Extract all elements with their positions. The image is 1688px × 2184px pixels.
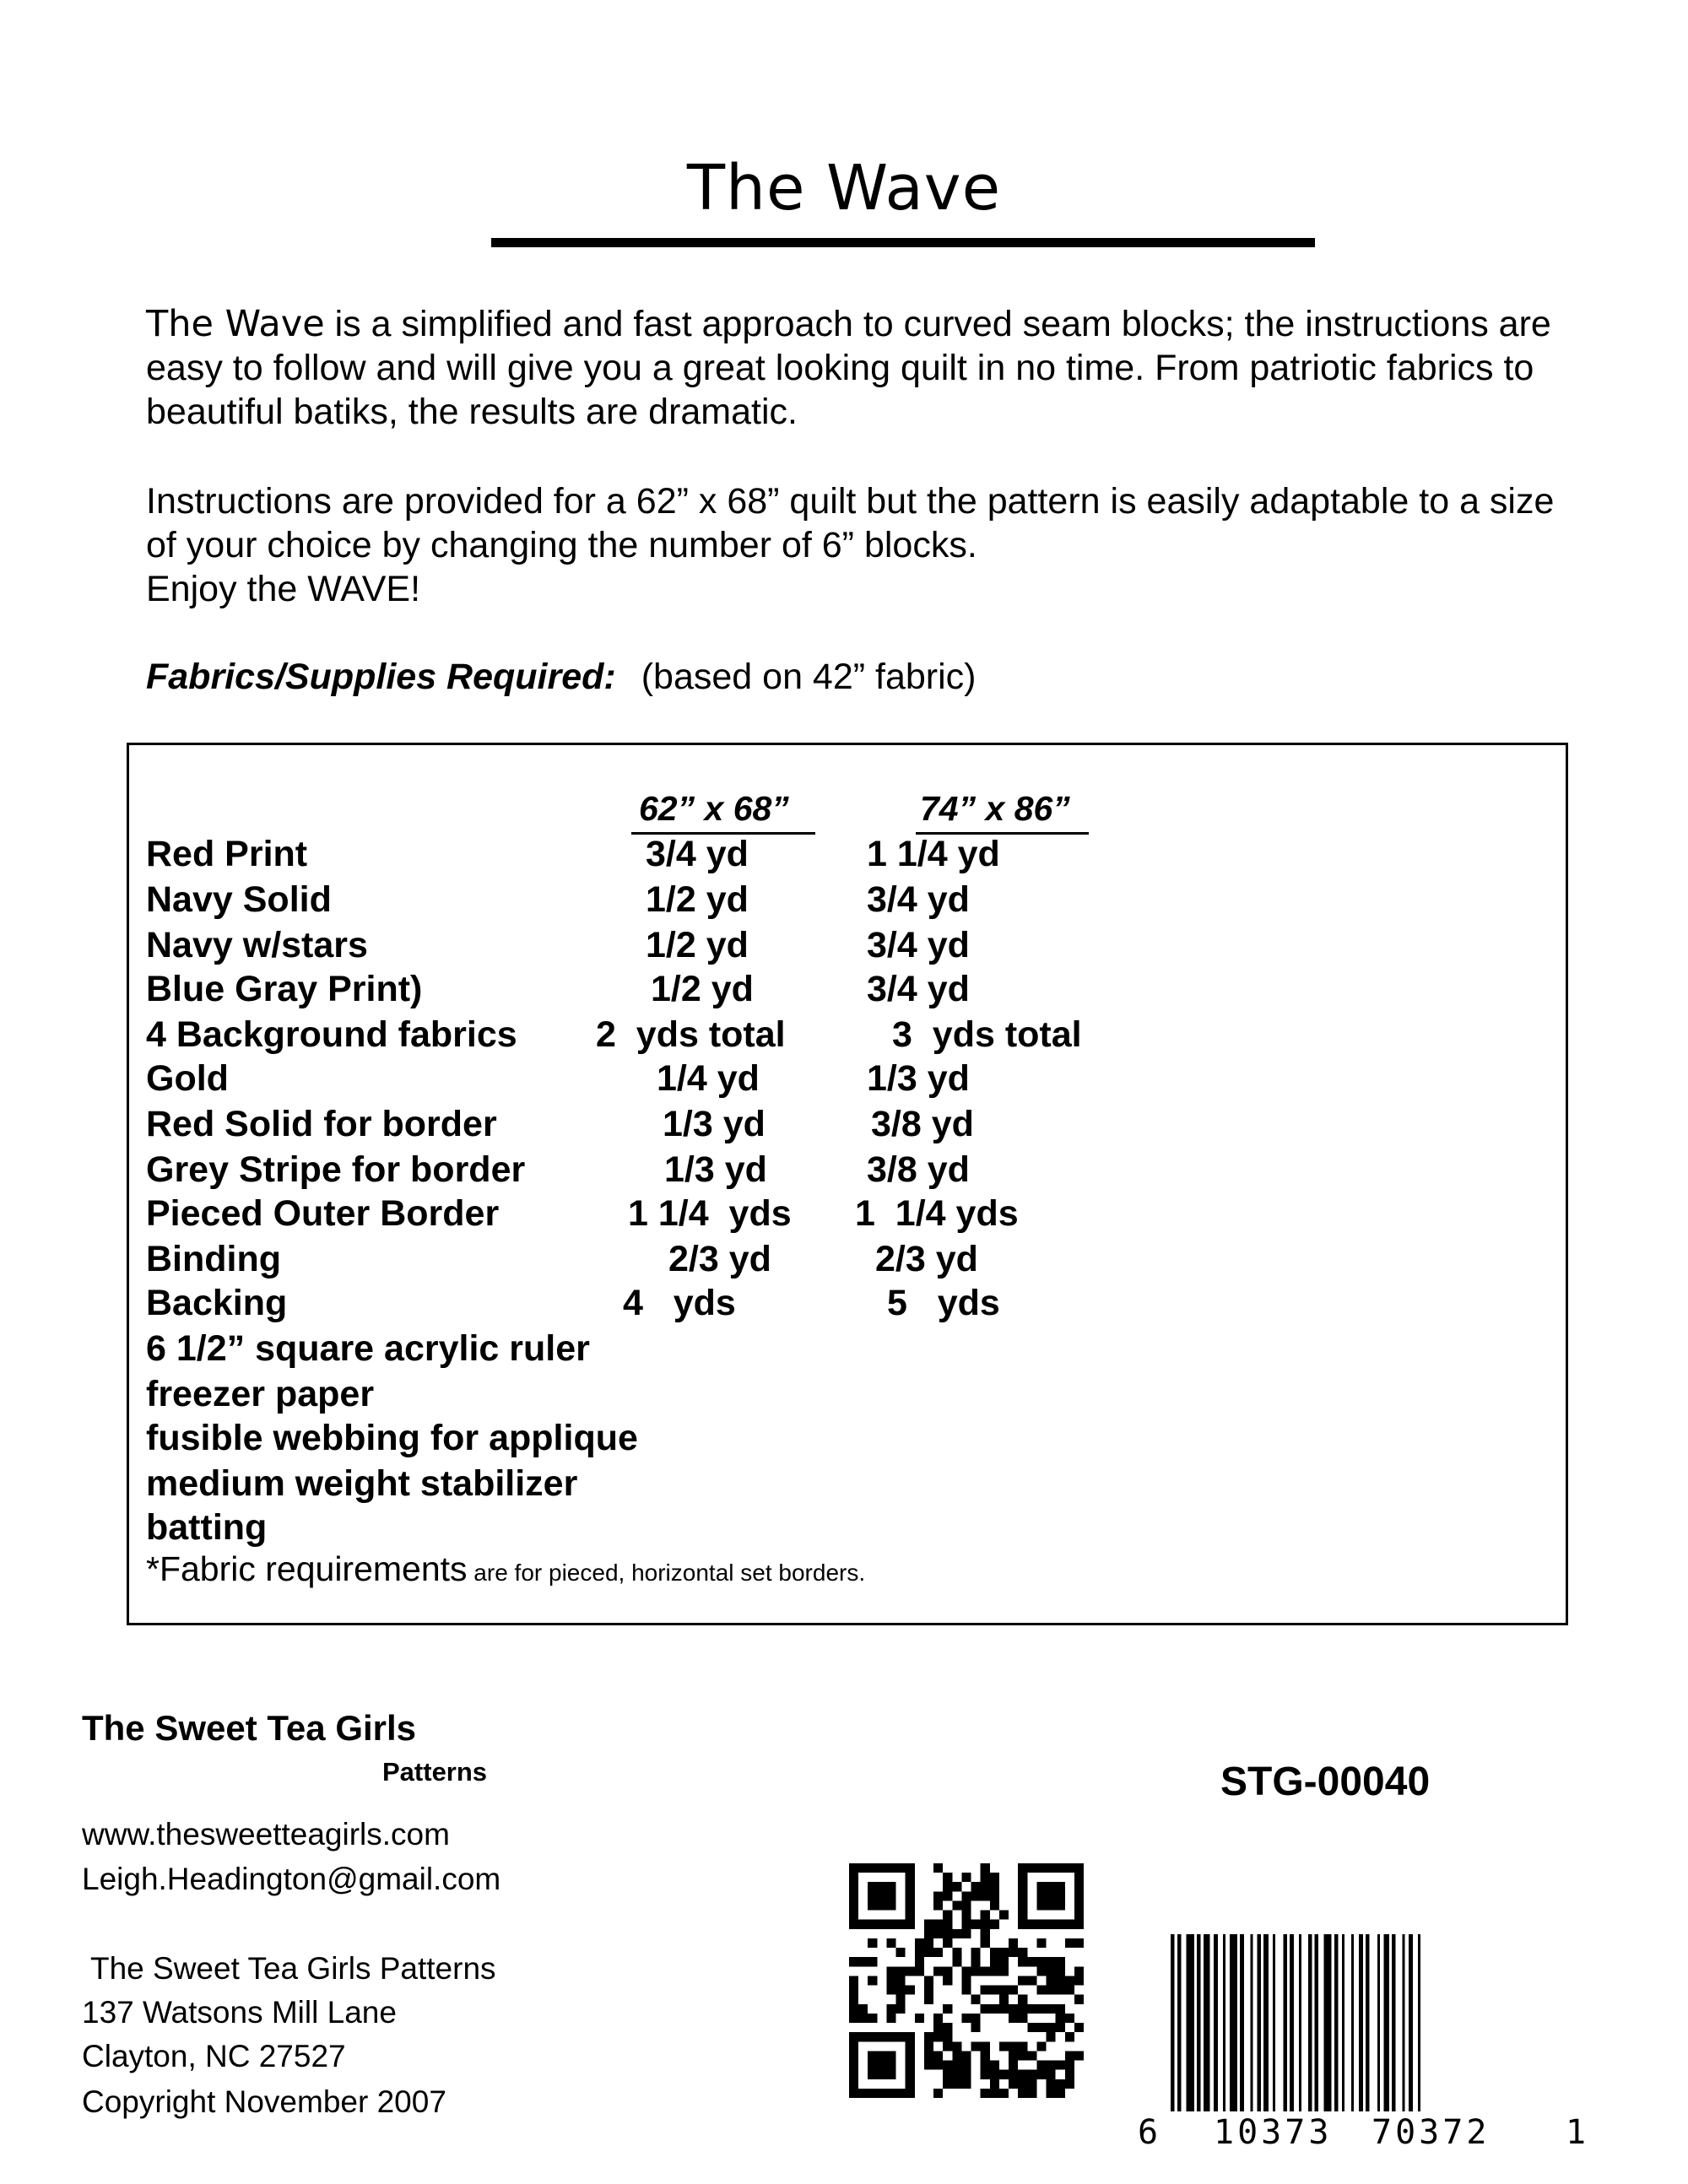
barcode-right-digits: 70372 xyxy=(1372,2113,1491,2152)
material-label: Navy Solid xyxy=(146,879,332,920)
supply-item: freezer paper xyxy=(146,1374,375,1414)
email: Leigh.Headington@gmail.com xyxy=(82,1862,501,1896)
amount-small-quilt: 3/4 yd xyxy=(646,834,749,874)
material-label: Blue Gray Print) xyxy=(146,969,423,1009)
material-label: Gold xyxy=(146,1058,229,1099)
upc-barcode xyxy=(1167,1934,1555,2128)
sku-number: STG-00040 xyxy=(1220,1760,1431,1804)
barcode-first-digit: 6 xyxy=(1138,2113,1159,2152)
qr-code xyxy=(849,1863,1084,2098)
intro-text: is a simplified and fast approach to curved seam blocks; the instructions are easy to follow and will give you a great looking quilt in no time. From patriotic fabrics to beautiful batiks, the results are dramatic. xyxy=(146,304,1551,432)
amount-large-quilt: 3/8 yd xyxy=(867,1149,970,1190)
material-label: Backing xyxy=(146,1283,288,1323)
col2-header: 74” x 86” xyxy=(920,789,1070,828)
address-name: The Sweet Tea Girls Patterns xyxy=(90,1951,496,1986)
material-label: Red Solid for border xyxy=(146,1104,497,1144)
amount-small-quilt: 2/3 yd xyxy=(668,1239,771,1279)
material-label: Pieced Outer Border xyxy=(146,1193,500,1234)
enjoy-text: Enjoy the WAVE! xyxy=(146,569,421,609)
fabric-footnote xyxy=(146,1549,865,1589)
amount-large-quilt: 3/4 yd xyxy=(867,969,970,1009)
amount-large-quilt: 5 yds xyxy=(887,1283,1000,1323)
supply-item: medium weight stabilizer xyxy=(146,1463,578,1504)
instructions-text: Instructions are provided for a 62” x 68” quilt but the pattern is easily adaptable to a size of your choice by changing the number of 6” blocks. xyxy=(146,481,1555,565)
website: www.thesweetteagirls.com xyxy=(82,1817,450,1852)
supply-item: 6 1/2” square acrylic ruler xyxy=(146,1328,590,1369)
page-title: The Wave xyxy=(686,152,1002,224)
amount-small-quilt: 1 1/4 yds xyxy=(628,1193,792,1234)
amount-large-quilt: 3/4 yd xyxy=(867,925,970,965)
footnote-main: *Fabric requirements xyxy=(146,1549,468,1588)
amount-small-quilt: 1/2 yd xyxy=(651,969,754,1009)
amount-large-quilt: 1 1/4 yd xyxy=(867,834,1000,874)
material-label: Red Print xyxy=(146,834,308,874)
copyright: Copyright November 2007 xyxy=(82,2084,446,2119)
fabrics-label: Fabrics/Supplies Required: xyxy=(146,657,616,697)
barcode-left-digits: 10373 xyxy=(1214,2113,1333,2152)
supply-item: batting xyxy=(146,1507,268,1548)
title-underline xyxy=(491,238,1315,247)
footnote-detail: are for pieced, horizontal set borders. xyxy=(467,1560,866,1586)
address-city: Clayton, NC 27527 xyxy=(82,2039,346,2073)
amount-large-quilt: 1/3 yd xyxy=(867,1058,970,1099)
material-label: Grey Stripe for border xyxy=(146,1149,526,1190)
amount-large-quilt: 1 1/4 yds xyxy=(855,1193,1019,1234)
barcode-last-digit: 1 xyxy=(1566,2113,1587,2152)
supply-item: fusible webbing for applique xyxy=(146,1418,638,1458)
amount-small-quilt: 1/2 yd xyxy=(646,879,749,920)
amount-small-quilt: 1/3 yd xyxy=(663,1104,766,1144)
material-label: Binding xyxy=(146,1239,282,1279)
amount-small-quilt: 4 yds xyxy=(623,1283,736,1323)
amount-large-quilt: 3/4 yd xyxy=(867,879,970,920)
fabrics-heading xyxy=(146,657,977,698)
company-subtitle: Patterns xyxy=(382,1757,488,1787)
amount-small-quilt: 1/2 yd xyxy=(646,925,749,965)
fabrics-note: (based on 42” fabric) xyxy=(641,657,977,697)
company-name: The Sweet Tea Girls xyxy=(82,1708,417,1748)
amount-small-quilt: 1/4 yd xyxy=(657,1058,760,1099)
intro-paragraph xyxy=(146,302,1581,434)
amount-large-quilt: 3/8 yd xyxy=(871,1104,974,1144)
material-label: 4 Background fabrics xyxy=(146,1014,517,1055)
amount-small-quilt: 1/3 yd xyxy=(664,1149,767,1190)
amount-large-quilt: 3 yds total xyxy=(892,1014,1082,1055)
address-street: 137 Watsons Mill Lane xyxy=(82,1995,397,2030)
amount-large-quilt: 2/3 yd xyxy=(875,1239,978,1279)
instructions-paragraph xyxy=(146,479,1581,611)
amount-small-quilt: 2 yds total xyxy=(596,1014,786,1055)
col1-header: 62” x 68” xyxy=(639,789,789,828)
intro-lead: The Wave xyxy=(146,303,325,345)
material-label: Navy w/stars xyxy=(146,925,368,965)
